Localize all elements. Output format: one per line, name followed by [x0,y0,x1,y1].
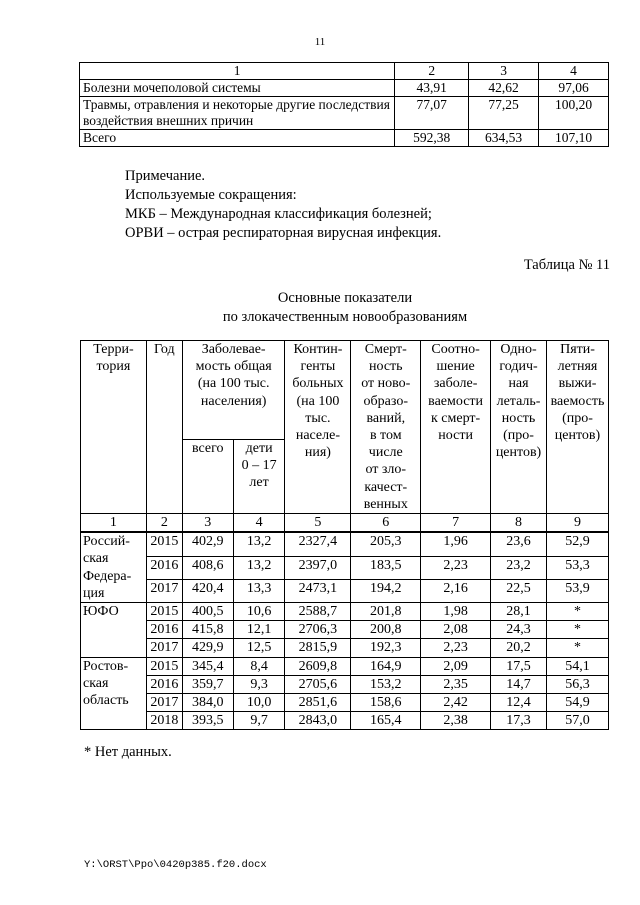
footnote: * Нет данных. [84,744,172,760]
cell: 17,5 [491,657,547,675]
column-number: 3 [182,514,233,533]
cell: 164,9 [351,657,421,675]
column-number: 2 [146,514,182,533]
column-number: 5 [285,514,351,533]
table-row [81,639,609,657]
cell: 9,7 [233,712,285,730]
table-header-row [80,63,609,80]
cell: 200,8 [351,621,421,639]
cell: 2017 [146,694,182,712]
header-cell: 4 [539,63,609,80]
cell: 2015 [146,657,182,675]
table-row [80,130,609,147]
note-title: Примечание. [125,168,206,184]
cell: 10,0 [233,694,285,712]
cell: 2851,6 [285,694,351,712]
territory-cell: ЮФО [81,603,147,658]
cell: 2,38 [421,712,491,730]
header-year: Год [146,341,182,514]
header-incidence-total: всего [182,439,233,513]
note-block [125,167,441,243]
cell: 2,09 [421,657,491,675]
cell: 2609,8 [285,657,351,675]
note-item: ОРВИ – острая респираторная вирусная инфекция. [125,225,442,241]
table-title [0,289,640,327]
cell: 2015 [146,532,182,556]
cell: 22,5 [491,579,547,602]
cell: 2017 [146,639,182,657]
header-cell: 1 [80,63,395,80]
table-body [81,514,609,730]
header-incidence: Заболевае- мость общая (на 100 тыс. населения) [182,341,285,440]
cell: 384,0 [182,694,233,712]
cell: 2843,0 [285,712,351,730]
cell: 2,08 [421,621,491,639]
cell: 2017 [146,579,182,602]
cell: 107,10 [539,130,609,147]
cell: 54,9 [546,694,608,712]
table-row [81,579,609,602]
table-row [81,675,609,693]
table-title-line: Основные показатели [277,290,413,306]
cell: 9,3 [233,675,285,693]
cell: 359,7 [182,675,233,693]
cell: 17,3 [491,712,547,730]
cell: 634,53 [469,130,539,147]
cell: 429,9 [182,639,233,657]
cell: 56,3 [546,675,608,693]
cell: 2,23 [421,556,491,579]
column-number: 9 [546,514,608,533]
cell: 23,6 [491,532,547,556]
header-cell: 2 [395,63,469,80]
cell: 52,9 [546,532,608,556]
cell: 77,07 [395,97,469,130]
table-row [81,657,609,675]
cell: 205,3 [351,532,421,556]
cell: 8,4 [233,657,285,675]
column-number: 6 [351,514,421,533]
cell: 393,5 [182,712,233,730]
header-incidence-children: дети 0 – 17 лет [233,439,285,513]
cell: 10,6 [233,603,285,621]
cell: 28,1 [491,603,547,621]
cell: 2,16 [421,579,491,602]
cell: 201,8 [351,603,421,621]
cell: 14,7 [491,675,547,693]
column-number-row [81,514,609,533]
cell: 53,9 [546,579,608,602]
column-number: 1 [81,514,147,533]
cell: 54,1 [546,657,608,675]
cell: 2473,1 [285,579,351,602]
cell: 345,4 [182,657,233,675]
cell: 12,4 [491,694,547,712]
cell: 12,5 [233,639,285,657]
cell: 194,2 [351,579,421,602]
row-label: Болезни мочеполовой системы [80,80,395,97]
cell: 57,0 [546,712,608,730]
cancer-indicators-table [80,340,609,730]
header-row [81,341,609,440]
row-label: Травмы, отравления и некоторые другие последствия воздействия внешних причин [80,97,395,130]
cell: 2016 [146,621,182,639]
table-row [81,603,609,621]
table-row [81,532,609,556]
cell: 13,3 [233,579,285,602]
cell: 97,06 [539,80,609,97]
cell: 43,91 [395,80,469,97]
cell: 2327,4 [285,532,351,556]
cell: 13,2 [233,556,285,579]
cell: 24,3 [491,621,547,639]
cell: 2,23 [421,639,491,657]
table-row [80,80,609,97]
cell: 1,98 [421,603,491,621]
cell: * [546,639,608,657]
row-label: Всего [80,130,395,147]
cell: 2016 [146,675,182,693]
note-item: МКБ – Международная классификация болезней; [125,206,432,222]
cell: 77,25 [469,97,539,130]
cell: 2,35 [421,675,491,693]
cell: 2015 [146,603,182,621]
table-row [81,556,609,579]
cell: 153,2 [351,675,421,693]
territory-cell: Россий- ская Федера- ция [81,532,147,602]
table-row [81,621,609,639]
cell: 23,2 [491,556,547,579]
cell: 2705,6 [285,675,351,693]
cell: 408,6 [182,556,233,579]
cell: 183,5 [351,556,421,579]
column-number: 4 [233,514,285,533]
cell: 13,2 [233,532,285,556]
cell: 2397,0 [285,556,351,579]
territory-cell: Ростов- ская область [81,657,147,730]
cell: 12,1 [233,621,285,639]
cell: 2815,9 [285,639,351,657]
cell: 165,4 [351,712,421,730]
cell: 158,6 [351,694,421,712]
header-mortality: Смерт- ность от ново- образо- ваний, в том числе от зло- качест- венных [351,341,421,514]
cell: 2706,3 [285,621,351,639]
cell: 415,8 [182,621,233,639]
cell: 1,96 [421,532,491,556]
page-number: 11 [314,36,326,48]
header-territory: Терри- тория [81,341,147,514]
cell: 402,9 [182,532,233,556]
cell: 592,38 [395,130,469,147]
note-intro: Используемые сокращения: [125,187,297,203]
file-path: Y:\ORST\Ppo\0420p385.f20.docx [84,859,267,871]
header-one-year-mortality: Одно- годич- ная леталь- ность (про- центов) [491,341,547,514]
cell: 42,62 [469,80,539,97]
cell: 400,5 [182,603,233,621]
cell: 2,42 [421,694,491,712]
header-contingents: Контин- генты больных (на 100 тыс. населе- ния) [285,341,351,514]
cell: * [546,603,608,621]
table-row [80,97,609,130]
table-row [81,694,609,712]
cell: 20,2 [491,639,547,657]
column-number: 7 [421,514,491,533]
cell: * [546,621,608,639]
table-label: Таблица № 11 [523,257,610,273]
header-ratio: Соотно- шение заболе- ваемости к смерт- ности [421,341,491,514]
cell: 420,4 [182,579,233,602]
cell: 2588,7 [285,603,351,621]
continuation-table [79,62,609,147]
column-number: 8 [491,514,547,533]
cell: 2018 [146,712,182,730]
cell: 192,3 [351,639,421,657]
cell: 2016 [146,556,182,579]
table-row [81,712,609,730]
header-cell: 3 [469,63,539,80]
header-five-year-survival: Пяти- летняя выжи- ваемость (про- центов) [546,341,608,514]
cell: 53,3 [546,556,608,579]
table-title-line: по злокачественным новообразованиям [222,309,468,325]
cell: 100,20 [539,97,609,130]
